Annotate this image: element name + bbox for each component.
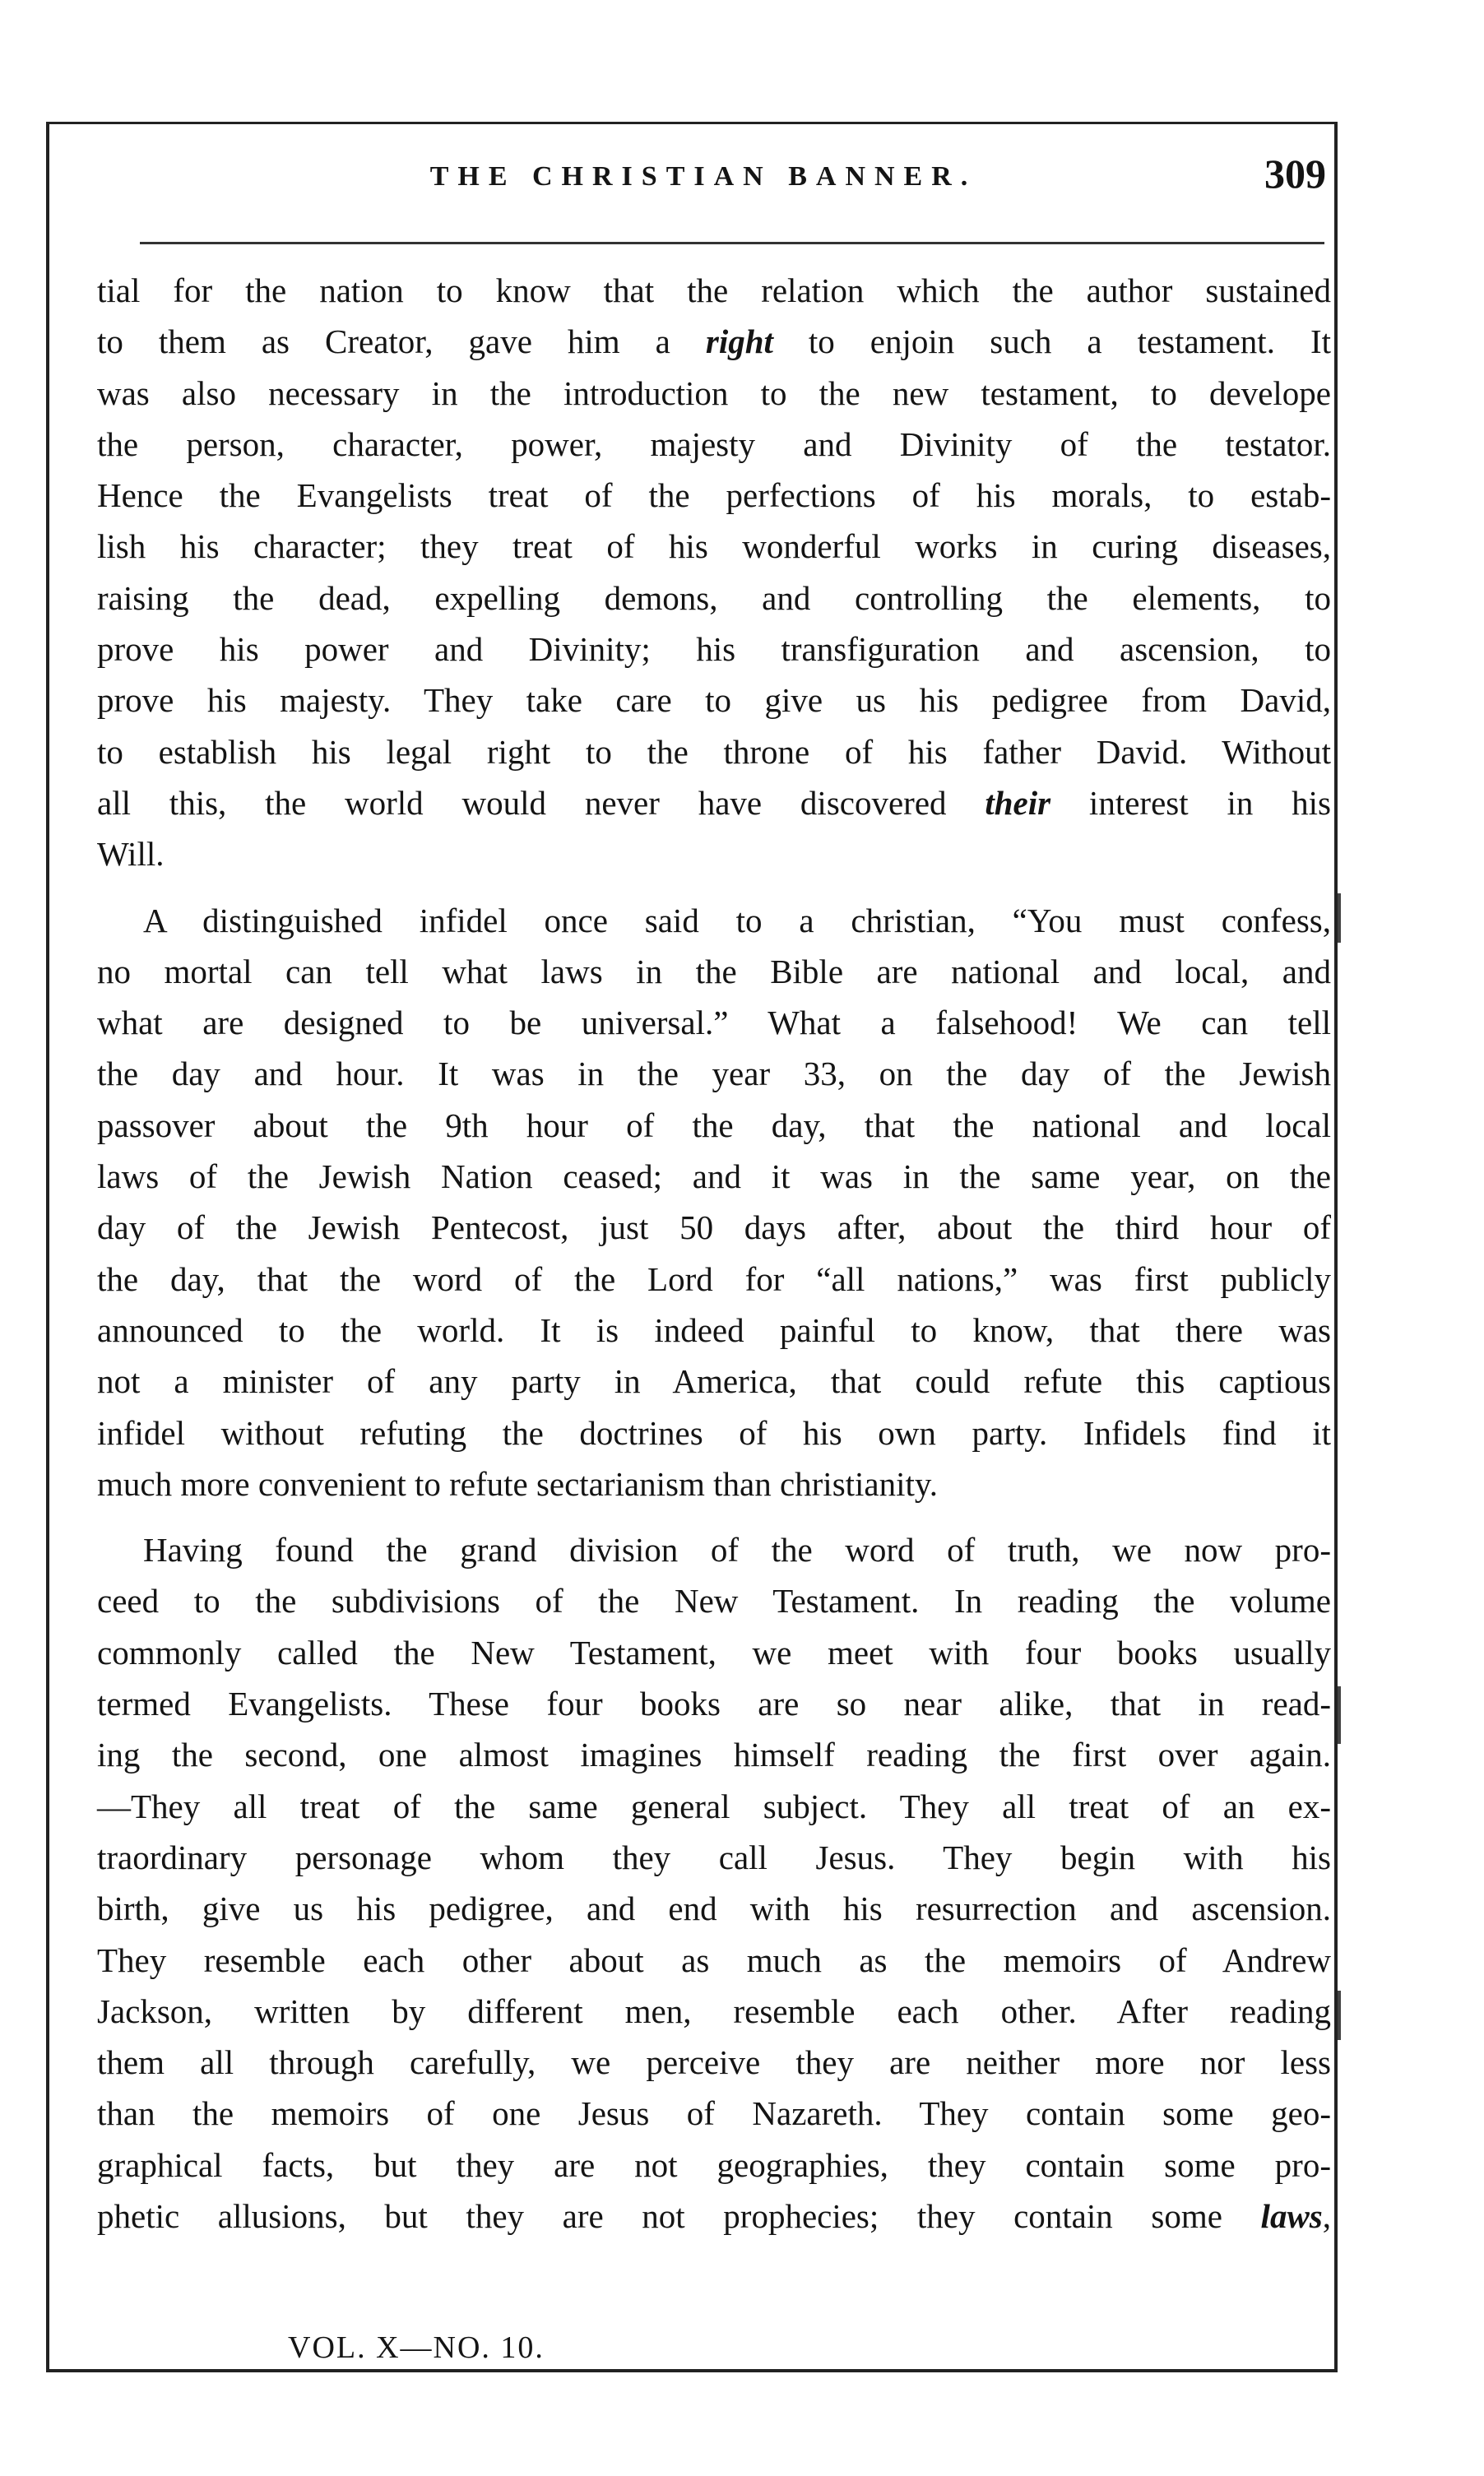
text-line: was also necessary in the introduction to the new testament, to develope: [97, 373, 1331, 412]
text-line: no mortal can tell what laws in the Bible are national and local, and: [97, 952, 1331, 990]
text-line: much more convenient to refute sectarianism than christianity.: [97, 1464, 938, 1503]
text-line: tial for the nation to know that the relation which the author sustained: [97, 271, 1331, 309]
text-line: prove his majesty. They take care to give us his pedigree from David,: [97, 681, 1331, 720]
page-header: [74, 150, 1333, 207]
text-line: announced to the world. It is indeed painful to know, that there was: [97, 1310, 1331, 1349]
running-head: THE CHRISTIAN BANNER.: [429, 161, 977, 192]
text-line: Jackson, written by different men, resemble each other. After reading: [97, 1991, 1331, 2030]
header-rule: [140, 242, 1324, 244]
text-line: than the memoirs of one Jesus of Nazareth. They contain some geo-: [97, 2094, 1331, 2133]
text-line: to them as Creator, gave him a right to enjoin such a testament. It: [97, 322, 1331, 361]
text-line: passover about the 9th hour of the day, that the national and local: [97, 1106, 1331, 1144]
text-line: Having found the grand division of the word of truth, we now pro-: [143, 1531, 1331, 1570]
text-line: —They all treat of the same general subject. They all treat of an ex-: [97, 1787, 1331, 1825]
text-line: the day and hour. It was in the year 33, on the day of the Jewish: [97, 1055, 1331, 1093]
text-line: infidel without refuting the doctrines of his own party. Infidels find it: [97, 1413, 1331, 1452]
body-text: [97, 265, 1331, 2242]
paragraph: [97, 1524, 1331, 2242]
text-line: commonly called the New Testament, we meet with four books usually: [97, 1633, 1331, 1672]
text-line: ing the second, one almost imagines himself reading the first over again.: [97, 1736, 1331, 1774]
margin-mark: [1338, 893, 1341, 943]
signature-mark: VOL. X—NO. 10.: [288, 2330, 545, 2365]
text-line: graphical facts, but they are not geographies, they contain some pro-: [97, 2145, 1331, 2184]
text-line: what are designed to be universal.” What a falsehood! We can tell: [97, 1004, 1331, 1042]
paragraph: [97, 265, 1331, 880]
italic-word: laws: [1260, 2196, 1323, 2235]
text-line: A distinguished infidel once said to a christian, “You must confess,: [143, 901, 1331, 939]
italic-word: right: [705, 322, 773, 361]
text-line: them all through carefully, we perceive they are neither more nor less: [97, 2043, 1331, 2082]
text-line: the day, that the word of the Lord for “all nations,” was first publicly: [97, 1259, 1331, 1298]
text-line: laws of the Jewish Nation ceased; and it was in the same year, on the: [97, 1157, 1331, 1196]
paragraph: [97, 895, 1331, 1510]
page-number: 309: [1264, 151, 1326, 197]
text-line: They resemble each other about as much as the memoirs of Andrew: [97, 1940, 1331, 1979]
text-line: not a minister of any party in America, that could refute this captious: [97, 1362, 1331, 1401]
text-line: Hence the Evangelists treat of the perfections of his morals, to estab-: [97, 476, 1331, 515]
text-line: lish his character; they treat of his wonderful works in curing diseases,: [97, 527, 1331, 566]
text-line: phetic allusions, but they are not prophecies; they contain some laws,: [97, 2196, 1331, 2235]
italic-word: their: [985, 783, 1051, 822]
text-line: day of the Jewish Pentecost, just 50 days after, about the third hour of: [97, 1208, 1331, 1247]
text-line: the person, character, power, majesty and Divinity of the testator.: [97, 424, 1331, 463]
text-line: prove his power and Divinity; his transfiguration and ascension, to: [97, 630, 1331, 669]
text-line: termed Evangelists. These four books are so near alike, that in read-: [97, 1685, 1331, 1723]
margin-mark: [1338, 1686, 1341, 1744]
text-line: traordinary personage whom they call Jesus. They begin with his: [97, 1838, 1331, 1876]
text-line: birth, give us his pedigree, and end with his resurrection and ascension.: [97, 1889, 1331, 1928]
text-line: all this, the world would never have discovered their interest in his: [97, 783, 1332, 822]
text-line: to establish his legal right to the throne of his father David. Without: [97, 732, 1331, 771]
text-line: ceed to the subdivisions of the New Testament. In reading the volume: [97, 1582, 1331, 1621]
text-line: Will.: [97, 835, 165, 874]
margin-mark: [1338, 1991, 1341, 2040]
text-line: raising the dead, expelling demons, and controlling the elements, to: [97, 578, 1331, 617]
